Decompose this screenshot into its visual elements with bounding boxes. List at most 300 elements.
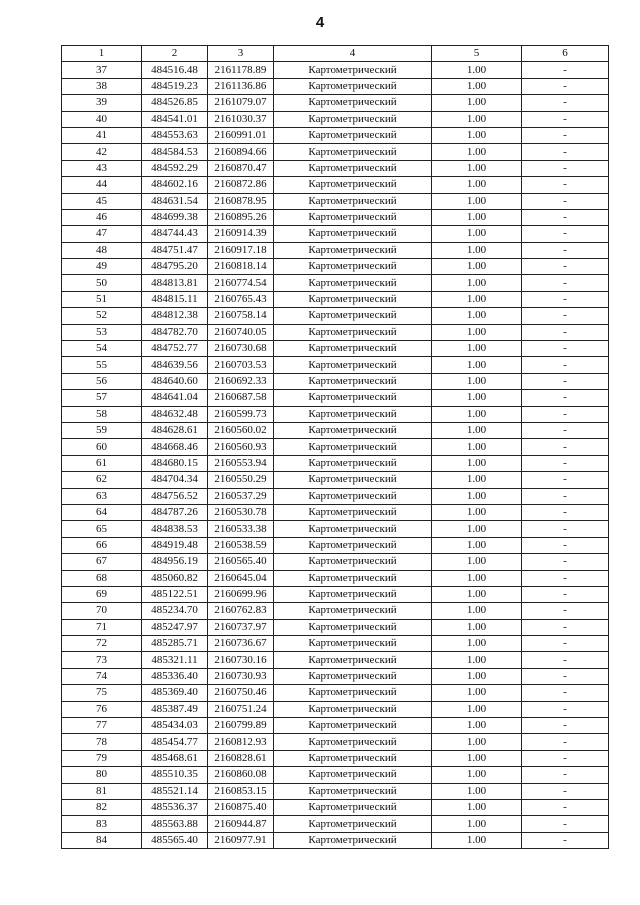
point-number-cell: 41	[62, 127, 142, 143]
y-coordinate-cell: 2161178.89	[208, 62, 274, 78]
method-cell: Картометрический	[274, 144, 432, 160]
y-coordinate-cell: 2160860.08	[208, 767, 274, 783]
x-coordinate-cell: 485336.40	[142, 668, 208, 684]
x-coordinate-cell: 484631.54	[142, 193, 208, 209]
precision-cell: 1.00	[432, 406, 522, 422]
point-number-cell: 70	[62, 603, 142, 619]
table-row	[62, 832, 609, 848]
table-row	[62, 521, 609, 537]
point-number-cell: 51	[62, 291, 142, 307]
precision-cell: 1.00	[432, 718, 522, 734]
x-coordinate-cell: 484751.47	[142, 242, 208, 258]
precision-cell: 1.00	[432, 783, 522, 799]
point-number-cell: 39	[62, 95, 142, 111]
description-cell: -	[522, 78, 609, 94]
table-row	[62, 619, 609, 635]
description-cell: -	[522, 603, 609, 619]
description-cell: -	[522, 209, 609, 225]
point-number-cell: 81	[62, 783, 142, 799]
x-coordinate-cell: 484956.19	[142, 554, 208, 570]
y-coordinate-cell: 2160765.43	[208, 291, 274, 307]
method-cell: Картометрический	[274, 160, 432, 176]
precision-cell: 1.00	[432, 78, 522, 94]
y-coordinate-cell: 2160565.40	[208, 554, 274, 570]
page-number: 4	[315, 14, 325, 31]
description-cell: -	[522, 95, 609, 111]
table-row	[62, 341, 609, 357]
method-cell: Картометрический	[274, 226, 432, 242]
point-number-cell: 55	[62, 357, 142, 373]
table-row	[62, 308, 609, 324]
description-cell: -	[522, 242, 609, 258]
y-coordinate-cell: 2160774.54	[208, 275, 274, 291]
precision-cell: 1.00	[432, 177, 522, 193]
description-cell: -	[522, 816, 609, 832]
description-cell: -	[522, 701, 609, 717]
point-number-cell: 73	[62, 652, 142, 668]
y-coordinate-cell: 2160818.14	[208, 259, 274, 275]
precision-cell: 1.00	[432, 832, 522, 848]
method-cell: Картометрический	[274, 668, 432, 684]
precision-cell: 1.00	[432, 504, 522, 520]
table-row	[62, 324, 609, 340]
x-coordinate-cell: 485563.88	[142, 816, 208, 832]
point-number-cell: 75	[62, 685, 142, 701]
precision-cell: 1.00	[432, 160, 522, 176]
y-coordinate-cell: 2160740.05	[208, 324, 274, 340]
description-cell: -	[522, 275, 609, 291]
y-coordinate-cell: 2160699.96	[208, 586, 274, 602]
table-row	[62, 455, 609, 471]
description-cell: -	[522, 341, 609, 357]
column-header-3: 3	[208, 46, 274, 62]
table-row	[62, 570, 609, 586]
y-coordinate-cell: 2160944.87	[208, 816, 274, 832]
point-number-cell: 49	[62, 259, 142, 275]
point-number-cell: 38	[62, 78, 142, 94]
precision-cell: 1.00	[432, 127, 522, 143]
x-coordinate-cell: 484813.81	[142, 275, 208, 291]
y-coordinate-cell: 2160553.94	[208, 455, 274, 471]
precision-cell: 1.00	[432, 652, 522, 668]
y-coordinate-cell: 2160560.93	[208, 439, 274, 455]
description-cell: -	[522, 111, 609, 127]
table-row	[62, 111, 609, 127]
table-row	[62, 472, 609, 488]
precision-cell: 1.00	[432, 341, 522, 357]
table-row	[62, 783, 609, 799]
point-number-cell: 67	[62, 554, 142, 570]
description-cell: -	[522, 160, 609, 176]
precision-cell: 1.00	[432, 193, 522, 209]
method-cell: Картометрический	[274, 504, 432, 520]
method-cell: Картометрический	[274, 767, 432, 783]
point-number-cell: 84	[62, 832, 142, 848]
precision-cell: 1.00	[432, 521, 522, 537]
table-row	[62, 504, 609, 520]
y-coordinate-cell: 2160914.39	[208, 226, 274, 242]
table-row	[62, 767, 609, 783]
point-number-cell: 40	[62, 111, 142, 127]
table-row	[62, 750, 609, 766]
x-coordinate-cell: 484519.23	[142, 78, 208, 94]
description-cell: -	[522, 570, 609, 586]
table-row	[62, 177, 609, 193]
x-coordinate-cell: 484641.04	[142, 390, 208, 406]
precision-cell: 1.00	[432, 324, 522, 340]
table-row	[62, 718, 609, 734]
precision-cell: 1.00	[432, 95, 522, 111]
x-coordinate-cell: 484602.16	[142, 177, 208, 193]
x-coordinate-cell: 484632.48	[142, 406, 208, 422]
description-cell: -	[522, 488, 609, 504]
point-number-cell: 74	[62, 668, 142, 684]
method-cell: Картометрический	[274, 570, 432, 586]
point-number-cell: 60	[62, 439, 142, 455]
precision-cell: 1.00	[432, 554, 522, 570]
y-coordinate-cell: 2160692.33	[208, 373, 274, 389]
point-number-cell: 50	[62, 275, 142, 291]
description-cell: -	[522, 193, 609, 209]
point-number-cell: 59	[62, 422, 142, 438]
method-cell: Картометрический	[274, 357, 432, 373]
precision-cell: 1.00	[432, 373, 522, 389]
table-row	[62, 390, 609, 406]
precision-cell: 1.00	[432, 308, 522, 324]
precision-cell: 1.00	[432, 767, 522, 783]
y-coordinate-cell: 2160530.78	[208, 504, 274, 520]
point-number-cell: 82	[62, 799, 142, 815]
precision-cell: 1.00	[432, 488, 522, 504]
table-row	[62, 193, 609, 209]
point-number-cell: 46	[62, 209, 142, 225]
precision-cell: 1.00	[432, 570, 522, 586]
y-coordinate-cell: 2160560.02	[208, 422, 274, 438]
y-coordinate-cell: 2160736.67	[208, 636, 274, 652]
y-coordinate-cell: 2161079.07	[208, 95, 274, 111]
x-coordinate-cell: 484592.29	[142, 160, 208, 176]
x-coordinate-cell: 485247.97	[142, 619, 208, 635]
description-cell: -	[522, 390, 609, 406]
column-header-4: 4	[274, 46, 432, 62]
precision-cell: 1.00	[432, 357, 522, 373]
precision-cell: 1.00	[432, 455, 522, 471]
method-cell: Картометрический	[274, 390, 432, 406]
point-number-cell: 64	[62, 504, 142, 520]
description-cell: -	[522, 652, 609, 668]
description-cell: -	[522, 783, 609, 799]
description-cell: -	[522, 291, 609, 307]
description-cell: -	[522, 718, 609, 734]
y-coordinate-cell: 2160758.14	[208, 308, 274, 324]
precision-cell: 1.00	[432, 603, 522, 619]
point-number-cell: 58	[62, 406, 142, 422]
y-coordinate-cell: 2160878.95	[208, 193, 274, 209]
x-coordinate-cell: 484919.48	[142, 537, 208, 553]
table-header-row	[62, 46, 609, 62]
y-coordinate-cell: 2160895.26	[208, 209, 274, 225]
method-cell: Картометрический	[274, 177, 432, 193]
point-number-cell: 65	[62, 521, 142, 537]
x-coordinate-cell: 484787.26	[142, 504, 208, 520]
description-cell: -	[522, 308, 609, 324]
point-number-cell: 47	[62, 226, 142, 242]
method-cell: Картометрический	[274, 832, 432, 848]
x-coordinate-cell: 484680.15	[142, 455, 208, 471]
x-coordinate-cell: 484812.38	[142, 308, 208, 324]
y-coordinate-cell: 2160870.47	[208, 160, 274, 176]
point-number-cell: 53	[62, 324, 142, 340]
table-row	[62, 242, 609, 258]
method-cell: Картометрический	[274, 701, 432, 717]
method-cell: Картометрический	[274, 95, 432, 111]
y-coordinate-cell: 2160812.93	[208, 734, 274, 750]
x-coordinate-cell: 485234.70	[142, 603, 208, 619]
point-number-cell: 62	[62, 472, 142, 488]
precision-cell: 1.00	[432, 701, 522, 717]
method-cell: Картометрический	[274, 472, 432, 488]
y-coordinate-cell: 2160599.73	[208, 406, 274, 422]
table-row	[62, 373, 609, 389]
point-number-cell: 43	[62, 160, 142, 176]
method-cell: Картометрический	[274, 373, 432, 389]
point-number-cell: 48	[62, 242, 142, 258]
precision-cell: 1.00	[432, 816, 522, 832]
table-row	[62, 652, 609, 668]
description-cell: -	[522, 357, 609, 373]
method-cell: Картометрический	[274, 718, 432, 734]
x-coordinate-cell: 484584.53	[142, 144, 208, 160]
table-row	[62, 603, 609, 619]
method-cell: Картометрический	[274, 685, 432, 701]
table-row	[62, 734, 609, 750]
point-number-cell: 79	[62, 750, 142, 766]
table-row	[62, 422, 609, 438]
point-number-cell: 56	[62, 373, 142, 389]
precision-cell: 1.00	[432, 209, 522, 225]
y-coordinate-cell: 2160730.16	[208, 652, 274, 668]
table-row	[62, 799, 609, 815]
description-cell: -	[522, 504, 609, 520]
table-row	[62, 62, 609, 78]
precision-cell: 1.00	[432, 62, 522, 78]
coordinates-table	[61, 45, 609, 849]
y-coordinate-cell: 2161030.37	[208, 111, 274, 127]
method-cell: Картометрический	[274, 324, 432, 340]
y-coordinate-cell: 2160872.86	[208, 177, 274, 193]
precision-cell: 1.00	[432, 422, 522, 438]
y-coordinate-cell: 2160853.15	[208, 783, 274, 799]
method-cell: Картометрический	[274, 259, 432, 275]
x-coordinate-cell: 484752.77	[142, 341, 208, 357]
method-cell: Картометрический	[274, 406, 432, 422]
y-coordinate-cell: 2160828.61	[208, 750, 274, 766]
y-coordinate-cell: 2160991.01	[208, 127, 274, 143]
x-coordinate-cell: 484838.53	[142, 521, 208, 537]
method-cell: Картометрический	[274, 455, 432, 471]
point-number-cell: 37	[62, 62, 142, 78]
method-cell: Картометрический	[274, 242, 432, 258]
table-row	[62, 209, 609, 225]
precision-cell: 1.00	[432, 439, 522, 455]
method-cell: Картометрический	[274, 78, 432, 94]
point-number-cell: 80	[62, 767, 142, 783]
table-row	[62, 160, 609, 176]
y-coordinate-cell: 2160762.83	[208, 603, 274, 619]
description-cell: -	[522, 685, 609, 701]
precision-cell: 1.00	[432, 291, 522, 307]
description-cell: -	[522, 767, 609, 783]
point-number-cell: 45	[62, 193, 142, 209]
point-number-cell: 54	[62, 341, 142, 357]
table-row	[62, 357, 609, 373]
precision-cell: 1.00	[432, 636, 522, 652]
description-cell: -	[522, 636, 609, 652]
x-coordinate-cell: 484628.61	[142, 422, 208, 438]
description-cell: -	[522, 586, 609, 602]
table-row	[62, 701, 609, 717]
point-number-cell: 44	[62, 177, 142, 193]
point-number-cell: 61	[62, 455, 142, 471]
method-cell: Картометрический	[274, 439, 432, 455]
column-header-2: 2	[142, 46, 208, 62]
precision-cell: 1.00	[432, 619, 522, 635]
method-cell: Картометрический	[274, 422, 432, 438]
point-number-cell: 72	[62, 636, 142, 652]
table-row	[62, 127, 609, 143]
x-coordinate-cell: 484541.01	[142, 111, 208, 127]
precision-cell: 1.00	[432, 734, 522, 750]
x-coordinate-cell: 484640.60	[142, 373, 208, 389]
method-cell: Картометрический	[274, 783, 432, 799]
table-body	[62, 62, 609, 849]
precision-cell: 1.00	[432, 668, 522, 684]
point-number-cell: 42	[62, 144, 142, 160]
y-coordinate-cell: 2160799.89	[208, 718, 274, 734]
point-number-cell: 63	[62, 488, 142, 504]
method-cell: Картометрический	[274, 62, 432, 78]
x-coordinate-cell: 484526.85	[142, 95, 208, 111]
point-number-cell: 78	[62, 734, 142, 750]
x-coordinate-cell: 484639.56	[142, 357, 208, 373]
point-number-cell: 66	[62, 537, 142, 553]
description-cell: -	[522, 455, 609, 471]
x-coordinate-cell: 485536.37	[142, 799, 208, 815]
description-cell: -	[522, 619, 609, 635]
x-coordinate-cell: 485122.51	[142, 586, 208, 602]
column-header-5: 5	[432, 46, 522, 62]
x-coordinate-cell: 485387.49	[142, 701, 208, 717]
point-number-cell: 77	[62, 718, 142, 734]
description-cell: -	[522, 259, 609, 275]
description-cell: -	[522, 554, 609, 570]
table-row	[62, 95, 609, 111]
x-coordinate-cell: 485434.03	[142, 718, 208, 734]
method-cell: Картометрический	[274, 308, 432, 324]
y-coordinate-cell: 2160730.93	[208, 668, 274, 684]
description-cell: -	[522, 734, 609, 750]
precision-cell: 1.00	[432, 685, 522, 701]
x-coordinate-cell: 485468.61	[142, 750, 208, 766]
description-cell: -	[522, 439, 609, 455]
precision-cell: 1.00	[432, 242, 522, 258]
x-coordinate-cell: 484744.43	[142, 226, 208, 242]
table-row	[62, 816, 609, 832]
y-coordinate-cell: 2160533.38	[208, 521, 274, 537]
point-number-cell: 68	[62, 570, 142, 586]
method-cell: Картометрический	[274, 816, 432, 832]
description-cell: -	[522, 832, 609, 848]
description-cell: -	[522, 799, 609, 815]
precision-cell: 1.00	[432, 537, 522, 553]
description-cell: -	[522, 62, 609, 78]
description-cell: -	[522, 521, 609, 537]
y-coordinate-cell: 2161136.86	[208, 78, 274, 94]
x-coordinate-cell: 485565.40	[142, 832, 208, 848]
precision-cell: 1.00	[432, 586, 522, 602]
method-cell: Картометрический	[274, 750, 432, 766]
precision-cell: 1.00	[432, 275, 522, 291]
table-row	[62, 668, 609, 684]
method-cell: Картометрический	[274, 537, 432, 553]
y-coordinate-cell: 2160687.58	[208, 390, 274, 406]
x-coordinate-cell: 485369.40	[142, 685, 208, 701]
x-coordinate-cell: 484756.52	[142, 488, 208, 504]
table-row	[62, 554, 609, 570]
method-cell: Картометрический	[274, 603, 432, 619]
precision-cell: 1.00	[432, 226, 522, 242]
precision-cell: 1.00	[432, 144, 522, 160]
x-coordinate-cell: 485454.77	[142, 734, 208, 750]
table-row	[62, 406, 609, 422]
precision-cell: 1.00	[432, 259, 522, 275]
description-cell: -	[522, 472, 609, 488]
method-cell: Картометрический	[274, 193, 432, 209]
description-cell: -	[522, 750, 609, 766]
x-coordinate-cell: 484553.63	[142, 127, 208, 143]
x-coordinate-cell: 484668.46	[142, 439, 208, 455]
method-cell: Картометрический	[274, 209, 432, 225]
table-row	[62, 586, 609, 602]
description-cell: -	[522, 177, 609, 193]
x-coordinate-cell: 484699.38	[142, 209, 208, 225]
table-row	[62, 275, 609, 291]
table-row	[62, 259, 609, 275]
y-coordinate-cell: 2160751.24	[208, 701, 274, 717]
precision-cell: 1.00	[432, 472, 522, 488]
x-coordinate-cell: 485521.14	[142, 783, 208, 799]
column-header-1: 1	[62, 46, 142, 62]
y-coordinate-cell: 2160977.91	[208, 832, 274, 848]
method-cell: Картометрический	[274, 127, 432, 143]
description-cell: -	[522, 226, 609, 242]
x-coordinate-cell: 485321.11	[142, 652, 208, 668]
x-coordinate-cell: 485510.35	[142, 767, 208, 783]
method-cell: Картометрический	[274, 111, 432, 127]
column-header-6: 6	[522, 46, 609, 62]
y-coordinate-cell: 2160538.59	[208, 537, 274, 553]
x-coordinate-cell: 485060.82	[142, 570, 208, 586]
point-number-cell: 69	[62, 586, 142, 602]
y-coordinate-cell: 2160537.29	[208, 488, 274, 504]
method-cell: Картометрический	[274, 636, 432, 652]
table-row	[62, 488, 609, 504]
point-number-cell: 57	[62, 390, 142, 406]
method-cell: Картометрический	[274, 586, 432, 602]
x-coordinate-cell: 484795.20	[142, 259, 208, 275]
description-cell: -	[522, 127, 609, 143]
x-coordinate-cell: 484704.34	[142, 472, 208, 488]
